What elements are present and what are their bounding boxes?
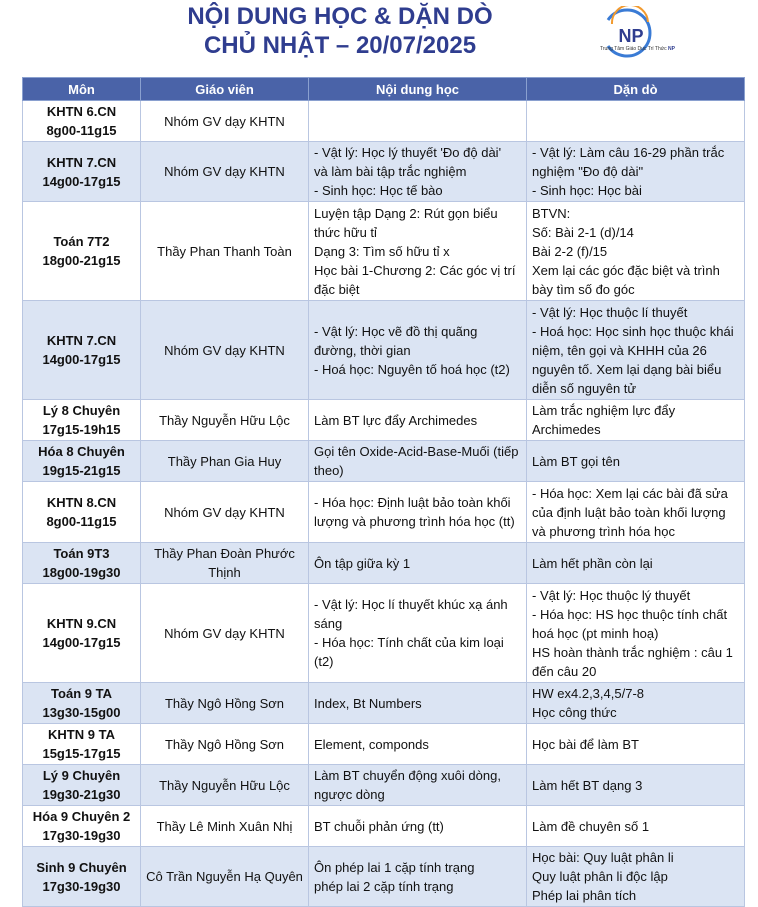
cell-mon-line: KHTN 8.CN	[46, 495, 117, 510]
cell-mon-line: 19g30-21g30	[42, 787, 121, 802]
cell-giao-vien	[141, 543, 309, 584]
cell-giao-vien	[141, 683, 309, 724]
table-row	[23, 584, 745, 683]
cell-mon	[23, 724, 141, 765]
cell-dan-do-line: niệm, tên gọi và KHHH của 26	[532, 342, 707, 358]
column-header-dan-do: Dặn dò	[527, 78, 745, 101]
cell-giao-vien-line: Thầy Phan Thanh Toàn	[157, 243, 292, 259]
cell-dan-do-line: của định luật bảo toàn khối lượng	[532, 504, 726, 520]
cell-giao-vien	[141, 202, 309, 301]
cell-dan-do-line: Học bài: Quy luật phân li	[532, 850, 674, 865]
cell-noi-dung-line: theo)	[314, 463, 344, 478]
cell-noi-dung-line: Làm BT chuyển động xuôi dòng,	[314, 768, 501, 783]
cell-noi-dung	[309, 765, 527, 806]
cell-dan-do	[527, 482, 745, 543]
cell-mon-line: Toán 9 TA	[51, 686, 112, 701]
cell-noi-dung-line: (t2)	[314, 654, 334, 669]
cell-mon-line: 17g30-19g30	[42, 828, 121, 843]
cell-dan-do-line: - Hóa học: HS học thuộc tính chất	[532, 606, 728, 622]
cell-noi-dung-line: đặc biệt	[314, 281, 360, 297]
cell-noi-dung-line: Luyện tập Dạng 2: Rút gọn biểu	[314, 205, 498, 221]
column-header-mon: Môn	[23, 78, 141, 101]
cell-giao-vien	[141, 847, 309, 907]
title-line-2: CHỦ NHẬT – 20/07/2025	[203, 32, 477, 59]
cell-mon	[23, 806, 141, 847]
schedule-table	[22, 77, 745, 907]
cell-giao-vien-line: Nhóm GV dạy KHTN	[164, 342, 285, 358]
cell-dan-do	[527, 101, 745, 142]
cell-noi-dung-line: - Hóa học: Định luật bảo toàn khối	[314, 495, 511, 510]
cell-dan-do-line: bày tìm số đo góc	[532, 281, 635, 297]
cell-mon	[23, 482, 141, 543]
cell-giao-vien-line: Thầy Ngô Hồng Sơn	[164, 736, 285, 752]
cell-dan-do-line: - Hoá học: Học sinh học thuộc khái	[532, 323, 734, 339]
cell-dan-do-line: Số: Bài 2-1 (d)/14	[532, 224, 634, 240]
cell-noi-dung	[309, 101, 527, 142]
cell-noi-dung	[309, 202, 527, 301]
cell-dan-do	[527, 441, 745, 482]
cell-mon	[23, 400, 141, 441]
logo-subtitle	[600, 46, 675, 52]
cell-dan-do-line: HW ex4.2,3,4,5/7-8	[532, 686, 644, 701]
cell-dan-do-line: Làm hết phần còn lại	[532, 555, 653, 571]
logo-text: NP	[618, 26, 644, 46]
cell-dan-do-line: nguyên tố. Xem lại dạng bài biểu	[532, 361, 722, 377]
table-row	[23, 441, 745, 482]
cell-dan-do-line: Xem lại các góc đặc biệt và trình	[532, 262, 720, 278]
table-row	[23, 101, 745, 142]
cell-noi-dung-line: - Hóa học: Tính chất của kim loại	[314, 635, 504, 650]
table-row	[23, 806, 745, 847]
cell-mon-line: KHTN 7.CN	[46, 154, 117, 170]
cell-dan-do-line: nghiệm "Đo độ dài"	[532, 164, 644, 179]
cell-dan-do-line: Làm trắc nghiệm lực đẩy	[532, 403, 676, 418]
cell-mon-line: 18g00-19g30	[42, 565, 121, 580]
table-row	[23, 683, 745, 724]
table-row	[23, 724, 745, 765]
cell-giao-vien	[141, 441, 309, 482]
cell-dan-do	[527, 683, 745, 724]
cell-dan-do-line: Học bài để làm BT	[532, 736, 639, 752]
cell-dan-do	[527, 584, 745, 683]
cell-dan-do-line: Làm hết BT dạng 3	[532, 777, 643, 793]
cell-mon	[23, 765, 141, 806]
cell-mon-line: 13g30-15g00	[42, 705, 121, 720]
column-header-giao-vien: Giáo viên	[141, 78, 309, 101]
cell-mon-line: 8g00-11g15	[46, 123, 117, 138]
cell-dan-do-line: diễn số nguyên tử	[532, 380, 637, 396]
cell-giao-vien	[141, 301, 309, 400]
cell-dan-do-line: Học công thức	[532, 705, 617, 720]
cell-mon-line: 14g00-17g15	[42, 635, 121, 650]
cell-giao-vien-line: Thầy Phan Gia Huy	[167, 453, 282, 469]
cell-mon	[23, 202, 141, 301]
cell-noi-dung	[309, 400, 527, 441]
cell-giao-vien-line: Thầy Lê Minh Xuân Nhị	[156, 818, 293, 834]
cell-noi-dung-line: Index, Bt Numbers	[314, 695, 422, 711]
cell-mon-line: 8g00-11g15	[46, 514, 117, 529]
cell-noi-dung-line: sáng	[314, 616, 343, 631]
cell-noi-dung-line: - Vật lý: Học lý thuyết 'Đo độ dài'	[314, 145, 502, 160]
cell-giao-vien-line: Thầy Nguyễn Hữu Lộc	[159, 412, 290, 428]
cell-dan-do	[527, 765, 745, 806]
cell-noi-dung-line: Ôn tập giữa kỳ 1	[314, 555, 411, 571]
cell-noi-dung-line: Làm BT lực đẩy Archimedes	[314, 412, 478, 428]
cell-noi-dung-line: - Hoá học: Nguyên tố hoá học (t2)	[314, 361, 510, 377]
cell-dan-do	[527, 543, 745, 584]
cell-dan-do-line: Làm BT gọi tên	[532, 453, 620, 469]
cell-giao-vien-line: Nhóm GV dạy KHTN	[164, 625, 285, 641]
cell-mon-line: 14g00-17g15	[42, 173, 121, 189]
cell-dan-do	[527, 400, 745, 441]
cell-mon-line: KHTN 9 TA	[48, 727, 115, 742]
cell-dan-do-line: BTVN:	[532, 205, 571, 221]
logo-subtitle-brand: NP	[668, 46, 675, 52]
cell-dan-do-line: HS hoàn thành trắc nghiệm : câu 1	[532, 644, 733, 660]
cell-mon	[23, 142, 141, 202]
cell-noi-dung	[309, 543, 527, 584]
cell-noi-dung-line: - Vật lý: Học vẽ đồ thị quãng	[314, 323, 478, 339]
cell-giao-vien	[141, 806, 309, 847]
cell-noi-dung-line: - Sinh học: Học tế bào	[314, 183, 443, 198]
cell-dan-do-line: Quy luật phân li độc lập	[532, 869, 668, 884]
cell-dan-do	[527, 301, 745, 400]
cell-giao-vien-line: Thịnh	[208, 565, 241, 580]
cell-dan-do-line: Làm đề chuyên số 1	[532, 818, 650, 834]
cell-mon-line: Lý 8 Chuyên	[42, 403, 121, 418]
cell-giao-vien	[141, 400, 309, 441]
cell-dan-do-line: hoá học (pt minh hoạ)	[532, 625, 659, 641]
cell-giao-vien	[141, 724, 309, 765]
cell-mon	[23, 847, 141, 907]
cell-mon	[23, 101, 141, 142]
cell-mon-line: Hóa 8 Chuyên	[38, 444, 125, 459]
cell-dan-do	[527, 202, 745, 301]
cell-giao-vien	[141, 142, 309, 202]
cell-noi-dung	[309, 806, 527, 847]
cell-noi-dung-line: Ôn phép lai 1 cặp tính trạng	[314, 859, 475, 875]
cell-giao-vien	[141, 765, 309, 806]
cell-mon-line: 17g30-19g30	[42, 878, 121, 894]
logo-subtitle-prefix: Trung Tâm Giáo Dục Trí Thức	[600, 46, 668, 52]
cell-mon-line: 18g00-21g15	[42, 253, 121, 268]
cell-giao-vien-line: Thầy Phan Đoàn Phước	[154, 546, 295, 561]
cell-noi-dung	[309, 584, 527, 683]
cell-noi-dung-line: BT chuỗi phản ứng (tt)	[314, 818, 444, 834]
cell-mon-line: Lý 9 Chuyên	[42, 768, 121, 783]
cell-noi-dung-line: phép lai 2 cặp tính trạng	[314, 878, 454, 894]
cell-dan-do-line: Phép lai phân tích	[532, 888, 637, 903]
cell-mon	[23, 683, 141, 724]
cell-noi-dung	[309, 441, 527, 482]
cell-noi-dung	[309, 724, 527, 765]
cell-dan-do-line: - Vật lý: Làm câu 16-29 phần trắc	[532, 145, 725, 160]
table-header-row	[23, 78, 745, 101]
table-row	[23, 765, 745, 806]
cell-noi-dung	[309, 142, 527, 202]
cell-mon-line: KHTN 6.CN	[46, 104, 117, 119]
cell-noi-dung-line: đường, thời gian	[314, 342, 411, 358]
cell-noi-dung-line: Gọi tên Oxide-Acid-Base-Muối (tiếp	[314, 444, 519, 459]
cell-mon	[23, 584, 141, 683]
cell-giao-vien-line: Nhóm GV dạy KHTN	[164, 504, 285, 520]
cell-noi-dung-line: - Vật lý: Học lí thuyết khúc xạ ánh	[314, 597, 508, 612]
cell-dan-do-line: - Sinh học: Học bài	[532, 183, 642, 198]
cell-mon-line: 15g15-17g15	[42, 746, 121, 761]
cell-dan-do	[527, 806, 745, 847]
cell-giao-vien-line: Nhóm GV dạy KHTN	[164, 164, 285, 179]
cell-noi-dung	[309, 683, 527, 724]
cell-giao-vien	[141, 584, 309, 683]
cell-giao-vien-line: Thầy Ngô Hồng Sơn	[164, 695, 285, 711]
cell-dan-do	[527, 724, 745, 765]
table-row	[23, 400, 745, 441]
cell-dan-do	[527, 847, 745, 907]
cell-mon	[23, 441, 141, 482]
cell-giao-vien-line: Nhóm GV dạy KHTN	[164, 113, 285, 129]
cell-mon	[23, 301, 141, 400]
title-line-1: NỘI DUNG HỌC & DẶN DÒ	[187, 3, 493, 30]
cell-giao-vien-line: Thầy Nguyễn Hữu Lộc	[159, 777, 290, 793]
cell-mon-line: Sinh 9 Chuyên	[36, 859, 127, 875]
cell-noi-dung-line: thức hữu tỉ	[314, 224, 377, 240]
cell-mon-line: KHTN 9.CN	[46, 616, 117, 631]
table-row	[23, 202, 745, 301]
cell-noi-dung-line: Học bài 1-Chương 2: Các góc vị trí	[314, 262, 516, 278]
cell-mon-line: 14g00-17g15	[42, 352, 121, 367]
cell-noi-dung-line: lượng và phương trình hóa học (tt)	[314, 514, 515, 529]
cell-giao-vien	[141, 101, 309, 142]
cell-noi-dung-line: và làm bài tập trắc nghiệm	[314, 164, 467, 179]
cell-dan-do-line: Bài 2-2 (f)/15	[532, 243, 608, 259]
cell-noi-dung	[309, 482, 527, 543]
cell-dan-do	[527, 142, 745, 202]
cell-noi-dung	[309, 847, 527, 907]
cell-giao-vien-line: Cô Trần Nguyễn Hạ Quyên	[146, 869, 303, 884]
cell-mon-line: 19g15-21g15	[42, 463, 121, 478]
table-row	[23, 847, 745, 907]
cell-noi-dung-line: Dạng 3: Tìm số hữu tỉ x	[314, 243, 450, 259]
cell-giao-vien	[141, 482, 309, 543]
table-row	[23, 142, 745, 202]
table-row	[23, 301, 745, 400]
cell-mon-line: KHTN 7.CN	[46, 333, 117, 348]
cell-dan-do-line: - Hóa học: Xem lại các bài đã sửa	[532, 485, 728, 501]
table-row	[23, 543, 745, 584]
table-body	[23, 101, 745, 907]
column-header-noi-dung: Nội dung học	[309, 78, 527, 101]
cell-dan-do-line: - Vật lý: Học thuộc lí thuyết	[532, 304, 688, 320]
cell-dan-do-line: đến câu 20	[532, 663, 597, 679]
cell-noi-dung-line: Element, componds	[314, 736, 429, 752]
cell-dan-do-line: - Vật lý: Học thuộc lý thuyết	[532, 587, 691, 603]
cell-mon-line: Hóa 9 Chuyên 2	[32, 809, 131, 824]
cell-noi-dung-line: ngược dòng	[314, 787, 385, 802]
cell-mon-line: Toán 9T3	[53, 546, 110, 561]
cell-dan-do-line: và phương trình hóa học	[532, 523, 675, 539]
cell-noi-dung	[309, 301, 527, 400]
cell-mon	[23, 543, 141, 584]
cell-mon-line: 17g15-19h15	[42, 422, 121, 437]
table-row	[23, 482, 745, 543]
cell-mon-line: Toán 7T2	[53, 234, 110, 249]
cell-dan-do-line: Archimedes	[532, 422, 601, 437]
